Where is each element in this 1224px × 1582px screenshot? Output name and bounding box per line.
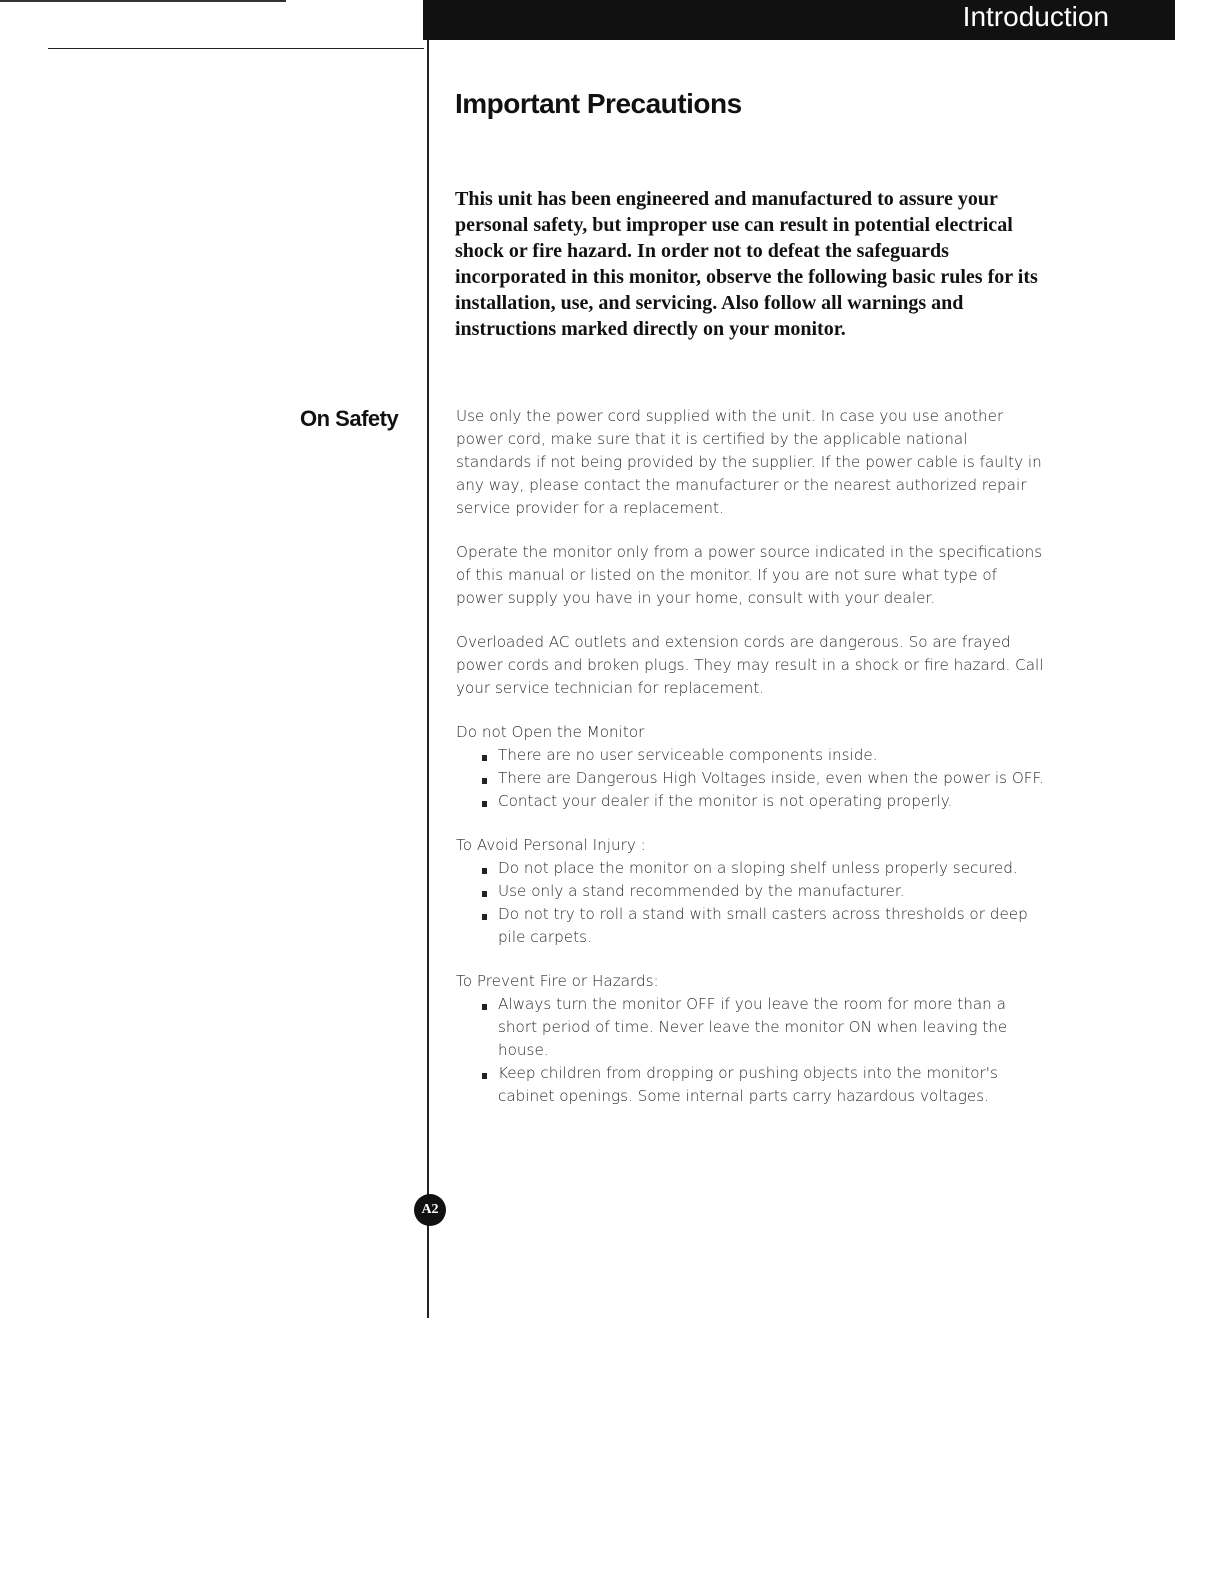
safety-paragraph: Use only the power cord supplied with the unit. In case you use another power cord, make sure that it is certified by the applicable national standards if not being provided by the supplier. If the power cable is faulty in any way, please contact the manufacturer or the nearest authorized repair service provider for a replacement. [456, 407, 1042, 517]
section-title: Introduction [962, 1, 1109, 32]
margin-rule [427, 40, 429, 1318]
list-item: Always turn the monitor OFF if you leave the room for more than a short period of time. Never leave the monitor ON when leaving the house. [498, 993, 1046, 1062]
safety-content [456, 405, 1046, 1129]
group-heading: Do not Open the Monitor [456, 723, 645, 741]
list-item: Contact your dealer if the monitor is not operating properly. [498, 790, 1046, 813]
top-rule [0, 0, 286, 2]
list-item: Keep children from dropping or pushing objects into the monitor's cabinet openings. Some internal parts carry hazardous voltages. [498, 1062, 1046, 1108]
section-header-bar [423, 0, 1175, 40]
page-title: Important Precautions [455, 88, 742, 119]
safety-paragraph: Operate the monitor only from a power source indicated in the specifications of this manual or listed on the monitor. If you are not sure what type of power supply you have in your home, consult with your dealer. [456, 543, 1043, 607]
bullet-icon [482, 914, 487, 920]
intro-paragraph: This unit has been engineered and manufactured to assure your personal safety, but improper use can result in potential electrical shock or fire hazard. In order not to defeat the safeguards incorporated in this monitor, observe the following basic rules for its installation, use, and servicing. Also follow all warnings and instructions marked directly on your monitor. [455, 188, 1038, 340]
bullet-icon [482, 1073, 487, 1079]
page-number-badge: A2 [414, 1194, 446, 1226]
bullet-list [456, 993, 1046, 1108]
bullet-icon [482, 868, 487, 874]
group-heading: To Prevent Fire or Hazards: [456, 972, 659, 990]
bullet-icon [482, 755, 487, 761]
safety-paragraph: Overloaded AC outlets and extension cords are dangerous. So are frayed power cords and broken plugs. They may result in a shock or fire hazard. Call your service technician for replacement. [456, 633, 1044, 697]
list-item: There are no user serviceable components inside. [498, 744, 1046, 767]
list-item: There are Dangerous High Voltages inside, even when the power is OFF. [498, 767, 1046, 790]
list-item: Do not try to roll a stand with small casters across thresholds or deep pile carpets. [498, 903, 1046, 949]
bullet-icon [482, 778, 487, 784]
bullet-list [456, 744, 1046, 813]
list-item: Use only a stand recommended by the manufacturer. [498, 880, 1046, 903]
group-heading: To Avoid Personal Injury : [456, 836, 646, 854]
list-item: Do not place the monitor on a sloping shelf unless properly secured. [498, 857, 1046, 880]
bullet-icon [482, 1004, 487, 1010]
bullet-list [456, 857, 1046, 949]
section-label-on-safety: On Safety [300, 406, 399, 431]
header-rule [48, 48, 424, 49]
bullet-icon [482, 891, 487, 897]
bullet-icon [482, 801, 487, 807]
